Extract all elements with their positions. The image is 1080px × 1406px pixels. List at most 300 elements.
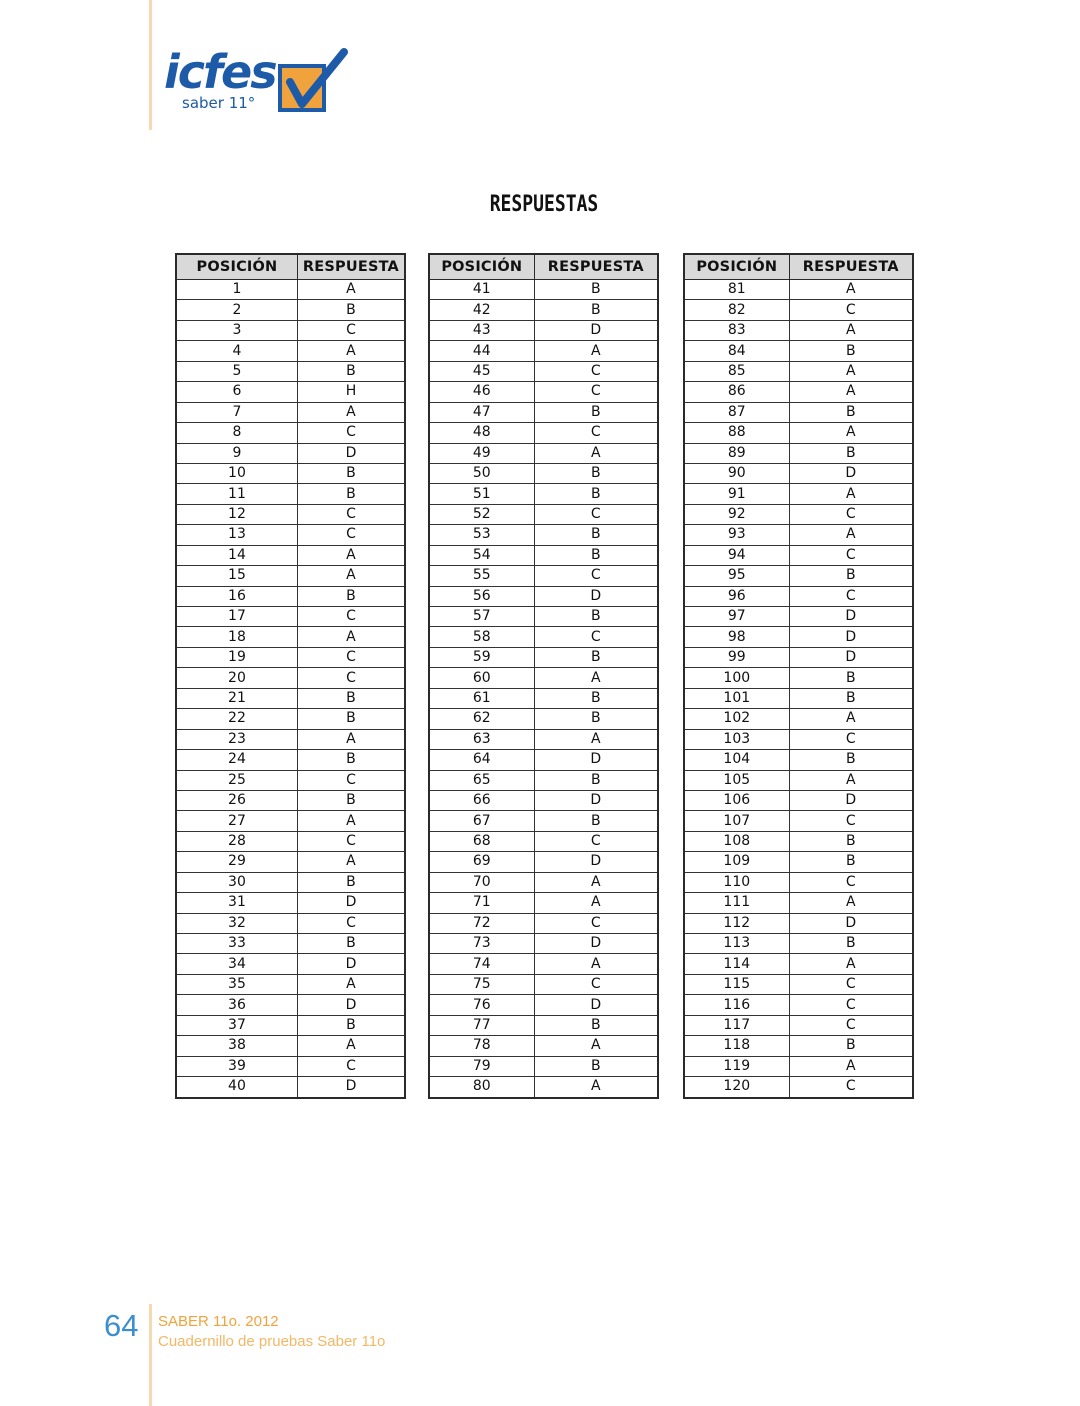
position-cell: 33 bbox=[176, 934, 297, 954]
answer-cell: A bbox=[297, 729, 405, 749]
table-row bbox=[684, 484, 913, 504]
table-row bbox=[176, 1077, 405, 1098]
position-cell: 104 bbox=[684, 750, 789, 770]
table-row bbox=[684, 709, 913, 729]
answer-cell: D bbox=[789, 463, 913, 483]
table-row bbox=[684, 504, 913, 524]
table-row bbox=[684, 974, 913, 994]
position-cell: 64 bbox=[429, 750, 534, 770]
answer-cell: D bbox=[789, 790, 913, 810]
position-cell: 41 bbox=[429, 280, 534, 300]
answer-cell: C bbox=[534, 566, 658, 586]
position-cell: 85 bbox=[684, 361, 789, 381]
table-row bbox=[176, 320, 405, 340]
table-row bbox=[684, 1056, 913, 1076]
logo-wordmark: icfes bbox=[164, 45, 276, 99]
position-cell: 43 bbox=[429, 320, 534, 340]
table-row bbox=[684, 443, 913, 463]
position-cell: 34 bbox=[176, 954, 297, 974]
position-cell: 6 bbox=[176, 382, 297, 402]
answer-cell: A bbox=[789, 954, 913, 974]
position-cell: 76 bbox=[429, 995, 534, 1015]
table-row bbox=[684, 668, 913, 688]
position-cell: 103 bbox=[684, 729, 789, 749]
answer-cell: B bbox=[789, 934, 913, 954]
position-cell: 75 bbox=[429, 974, 534, 994]
position-cell: 42 bbox=[429, 300, 534, 320]
position-cell: 40 bbox=[176, 1077, 297, 1098]
position-cell: 52 bbox=[429, 504, 534, 524]
position-cell: 54 bbox=[429, 545, 534, 565]
table-row bbox=[176, 545, 405, 565]
answer-cell: C bbox=[297, 831, 405, 851]
answer-cell: B bbox=[297, 1015, 405, 1035]
table-row bbox=[176, 300, 405, 320]
position-cell: 20 bbox=[176, 668, 297, 688]
answer-cell: A bbox=[789, 709, 913, 729]
answer-cell: D bbox=[534, 995, 658, 1015]
table-row bbox=[176, 586, 405, 606]
table-row bbox=[176, 995, 405, 1015]
position-cell: 73 bbox=[429, 934, 534, 954]
checkmark-icon bbox=[278, 48, 348, 114]
answer-cell: D bbox=[534, 586, 658, 606]
position-cell: 105 bbox=[684, 770, 789, 790]
position-cell: 39 bbox=[176, 1056, 297, 1076]
position-cell: 1 bbox=[176, 280, 297, 300]
answer-cell: A bbox=[297, 852, 405, 872]
position-cell: 61 bbox=[429, 688, 534, 708]
answer-cell: B bbox=[534, 647, 658, 667]
table-row bbox=[176, 361, 405, 381]
position-cell: 46 bbox=[429, 382, 534, 402]
answer-cell: B bbox=[789, 443, 913, 463]
table-row bbox=[684, 770, 913, 790]
answer-cell: A bbox=[297, 811, 405, 831]
position-cell: 113 bbox=[684, 934, 789, 954]
table-row bbox=[684, 954, 913, 974]
table-row bbox=[684, 852, 913, 872]
table-row bbox=[176, 1056, 405, 1076]
table-row bbox=[176, 341, 405, 361]
position-cell: 100 bbox=[684, 668, 789, 688]
table-row bbox=[429, 545, 658, 565]
answer-cell: C bbox=[789, 995, 913, 1015]
table-row bbox=[176, 934, 405, 954]
table-row bbox=[684, 893, 913, 913]
table-row bbox=[684, 995, 913, 1015]
answer-cell: D bbox=[534, 934, 658, 954]
position-cell: 82 bbox=[684, 300, 789, 320]
position-cell: 91 bbox=[684, 484, 789, 504]
table-row bbox=[429, 811, 658, 831]
position-cell: 11 bbox=[176, 484, 297, 504]
answer-cell: A bbox=[789, 382, 913, 402]
table-row bbox=[684, 402, 913, 422]
table-row bbox=[429, 1056, 658, 1076]
position-cell: 56 bbox=[429, 586, 534, 606]
table-row bbox=[684, 1077, 913, 1098]
position-cell: 17 bbox=[176, 607, 297, 627]
header-answer: RESPUESTA bbox=[534, 254, 658, 280]
table-row bbox=[176, 811, 405, 831]
answer-cell: D bbox=[297, 443, 405, 463]
table-row bbox=[176, 790, 405, 810]
position-cell: 98 bbox=[684, 627, 789, 647]
answer-cell: A bbox=[297, 402, 405, 422]
answer-cell: C bbox=[534, 627, 658, 647]
answer-cell: C bbox=[789, 729, 913, 749]
position-cell: 62 bbox=[429, 709, 534, 729]
position-cell: 92 bbox=[684, 504, 789, 524]
position-cell: 68 bbox=[429, 831, 534, 851]
answer-cell: B bbox=[789, 750, 913, 770]
table-row bbox=[429, 525, 658, 545]
position-cell: 12 bbox=[176, 504, 297, 524]
table-row bbox=[176, 750, 405, 770]
answer-cell: C bbox=[297, 504, 405, 524]
table-row bbox=[176, 443, 405, 463]
table-row bbox=[176, 831, 405, 851]
position-cell: 87 bbox=[684, 402, 789, 422]
table-row bbox=[429, 647, 658, 667]
position-cell: 38 bbox=[176, 1036, 297, 1056]
table-row bbox=[684, 382, 913, 402]
answer-cell: B bbox=[534, 1056, 658, 1076]
answer-cell: A bbox=[297, 545, 405, 565]
position-cell: 101 bbox=[684, 688, 789, 708]
answers-table-1 bbox=[175, 253, 406, 1099]
table-row bbox=[429, 974, 658, 994]
position-cell: 16 bbox=[176, 586, 297, 606]
position-cell: 119 bbox=[684, 1056, 789, 1076]
table-row bbox=[429, 586, 658, 606]
answer-cell: D bbox=[297, 954, 405, 974]
table-row bbox=[176, 852, 405, 872]
table-row bbox=[429, 709, 658, 729]
position-cell: 106 bbox=[684, 790, 789, 810]
answer-cell: A bbox=[789, 280, 913, 300]
table-row bbox=[429, 300, 658, 320]
table-row bbox=[429, 280, 658, 300]
table-row bbox=[684, 423, 913, 443]
position-cell: 112 bbox=[684, 913, 789, 933]
position-cell: 88 bbox=[684, 423, 789, 443]
table-row bbox=[684, 934, 913, 954]
position-cell: 58 bbox=[429, 627, 534, 647]
answer-cell: A bbox=[789, 893, 913, 913]
position-cell: 109 bbox=[684, 852, 789, 872]
answer-cell: B bbox=[297, 934, 405, 954]
table-row bbox=[429, 995, 658, 1015]
answer-cell: A bbox=[789, 525, 913, 545]
position-cell: 14 bbox=[176, 545, 297, 565]
position-cell: 2 bbox=[176, 300, 297, 320]
position-cell: 15 bbox=[176, 566, 297, 586]
table-row bbox=[684, 750, 913, 770]
answer-cell: D bbox=[789, 647, 913, 667]
table-row bbox=[429, 484, 658, 504]
table-row bbox=[684, 300, 913, 320]
answer-cell: B bbox=[297, 750, 405, 770]
table-row bbox=[684, 729, 913, 749]
position-cell: 111 bbox=[684, 893, 789, 913]
answer-cell: B bbox=[789, 668, 913, 688]
position-cell: 59 bbox=[429, 647, 534, 667]
position-cell: 81 bbox=[684, 280, 789, 300]
position-cell: 114 bbox=[684, 954, 789, 974]
table-row bbox=[684, 627, 913, 647]
position-cell: 49 bbox=[429, 443, 534, 463]
answer-cell: C bbox=[789, 300, 913, 320]
position-cell: 70 bbox=[429, 872, 534, 892]
table-row bbox=[176, 954, 405, 974]
answer-cell: D bbox=[789, 913, 913, 933]
table-row bbox=[684, 525, 913, 545]
table-row bbox=[176, 423, 405, 443]
answer-cell: A bbox=[534, 954, 658, 974]
answer-cell: C bbox=[534, 361, 658, 381]
answer-cell: B bbox=[534, 607, 658, 627]
position-cell: 89 bbox=[684, 443, 789, 463]
table-row bbox=[429, 750, 658, 770]
answer-cell: D bbox=[297, 995, 405, 1015]
table-row bbox=[176, 709, 405, 729]
answer-cell: A bbox=[534, 341, 658, 361]
answers-table-3 bbox=[683, 253, 914, 1099]
answer-cell: B bbox=[297, 361, 405, 381]
position-cell: 22 bbox=[176, 709, 297, 729]
position-cell: 30 bbox=[176, 872, 297, 892]
answer-cell: C bbox=[297, 1056, 405, 1076]
position-cell: 9 bbox=[176, 443, 297, 463]
answer-cell: B bbox=[534, 484, 658, 504]
answer-cell: C bbox=[534, 974, 658, 994]
answer-cell: B bbox=[534, 463, 658, 483]
answer-cell: A bbox=[534, 729, 658, 749]
position-cell: 51 bbox=[429, 484, 534, 504]
answer-cell: C bbox=[297, 647, 405, 667]
position-cell: 8 bbox=[176, 423, 297, 443]
table-row bbox=[684, 607, 913, 627]
position-cell: 72 bbox=[429, 913, 534, 933]
answer-cell: C bbox=[534, 504, 658, 524]
position-cell: 50 bbox=[429, 463, 534, 483]
position-cell: 67 bbox=[429, 811, 534, 831]
table-row bbox=[684, 586, 913, 606]
answer-cell: H bbox=[297, 382, 405, 402]
table-row bbox=[429, 688, 658, 708]
header-position: POSICIÓN bbox=[429, 254, 534, 280]
position-cell: 23 bbox=[176, 729, 297, 749]
position-cell: 21 bbox=[176, 688, 297, 708]
answer-cell: A bbox=[534, 1077, 658, 1098]
footer-subtitle: Cuadernillo de pruebas Saber 11o bbox=[158, 1333, 386, 1350]
table-row bbox=[684, 1015, 913, 1035]
table-row bbox=[176, 872, 405, 892]
answer-cell: D bbox=[534, 790, 658, 810]
table-row bbox=[429, 402, 658, 422]
position-cell: 7 bbox=[176, 402, 297, 422]
table-row bbox=[684, 1036, 913, 1056]
position-cell: 99 bbox=[684, 647, 789, 667]
table-row bbox=[176, 402, 405, 422]
position-cell: 108 bbox=[684, 831, 789, 851]
position-cell: 69 bbox=[429, 852, 534, 872]
answer-cell: D bbox=[297, 893, 405, 913]
table-row bbox=[684, 341, 913, 361]
answer-cell: C bbox=[789, 872, 913, 892]
table-row bbox=[429, 361, 658, 381]
position-cell: 53 bbox=[429, 525, 534, 545]
table-row bbox=[429, 423, 658, 443]
position-cell: 32 bbox=[176, 913, 297, 933]
answer-cell: C bbox=[789, 1077, 913, 1098]
margin-rule-top bbox=[149, 0, 152, 130]
table-row bbox=[429, 566, 658, 586]
position-cell: 47 bbox=[429, 402, 534, 422]
table-row bbox=[429, 852, 658, 872]
answer-cell: A bbox=[789, 423, 913, 443]
position-cell: 107 bbox=[684, 811, 789, 831]
table-row bbox=[684, 320, 913, 340]
answer-cell: B bbox=[534, 811, 658, 831]
position-cell: 55 bbox=[429, 566, 534, 586]
position-cell: 3 bbox=[176, 320, 297, 340]
table-row bbox=[429, 1036, 658, 1056]
answer-cell: B bbox=[297, 709, 405, 729]
position-cell: 117 bbox=[684, 1015, 789, 1035]
answer-cell: A bbox=[534, 872, 658, 892]
table-row bbox=[684, 872, 913, 892]
position-cell: 80 bbox=[429, 1077, 534, 1098]
position-cell: 29 bbox=[176, 852, 297, 872]
answer-cell: B bbox=[297, 872, 405, 892]
answer-cell: C bbox=[789, 811, 913, 831]
position-cell: 4 bbox=[176, 341, 297, 361]
table-row bbox=[429, 668, 658, 688]
table-row bbox=[176, 1036, 405, 1056]
answer-cell: A bbox=[534, 668, 658, 688]
answer-cell: D bbox=[789, 607, 913, 627]
answer-cell: A bbox=[297, 341, 405, 361]
table-row bbox=[176, 688, 405, 708]
table-row bbox=[684, 545, 913, 565]
answer-cell: A bbox=[297, 280, 405, 300]
table-row bbox=[429, 831, 658, 851]
answer-cell: D bbox=[789, 627, 913, 647]
table-row bbox=[429, 382, 658, 402]
position-cell: 78 bbox=[429, 1036, 534, 1056]
position-cell: 97 bbox=[684, 607, 789, 627]
position-cell: 31 bbox=[176, 893, 297, 913]
table-row bbox=[429, 770, 658, 790]
table-row bbox=[176, 913, 405, 933]
answer-cell: C bbox=[789, 504, 913, 524]
position-cell: 35 bbox=[176, 974, 297, 994]
answer-cell: C bbox=[297, 913, 405, 933]
answer-cell: D bbox=[297, 1077, 405, 1098]
table-row bbox=[176, 893, 405, 913]
table-row bbox=[429, 504, 658, 524]
table-row bbox=[684, 566, 913, 586]
answer-cell: B bbox=[789, 402, 913, 422]
page-number: 64 bbox=[104, 1308, 139, 1343]
position-cell: 84 bbox=[684, 341, 789, 361]
answer-cell: C bbox=[297, 320, 405, 340]
table-row bbox=[176, 627, 405, 647]
position-cell: 10 bbox=[176, 463, 297, 483]
answer-cell: B bbox=[789, 831, 913, 851]
answer-cell: A bbox=[789, 361, 913, 381]
position-cell: 60 bbox=[429, 668, 534, 688]
position-cell: 48 bbox=[429, 423, 534, 443]
position-cell: 66 bbox=[429, 790, 534, 810]
position-cell: 94 bbox=[684, 545, 789, 565]
position-cell: 74 bbox=[429, 954, 534, 974]
table-row bbox=[429, 954, 658, 974]
answer-cell: B bbox=[297, 688, 405, 708]
answer-cell: A bbox=[789, 1056, 913, 1076]
answer-cell: C bbox=[789, 974, 913, 994]
answer-cell: B bbox=[297, 463, 405, 483]
table-row bbox=[176, 607, 405, 627]
header-position: POSICIÓN bbox=[684, 254, 789, 280]
position-cell: 13 bbox=[176, 525, 297, 545]
position-cell: 93 bbox=[684, 525, 789, 545]
answer-cell: A bbox=[789, 484, 913, 504]
header-answer: RESPUESTA bbox=[789, 254, 913, 280]
position-cell: 65 bbox=[429, 770, 534, 790]
answer-cell: B bbox=[789, 566, 913, 586]
position-cell: 90 bbox=[684, 463, 789, 483]
answer-cell: B bbox=[534, 280, 658, 300]
position-cell: 102 bbox=[684, 709, 789, 729]
table-row bbox=[684, 463, 913, 483]
answer-cell: C bbox=[297, 770, 405, 790]
table-row bbox=[176, 566, 405, 586]
position-cell: 27 bbox=[176, 811, 297, 831]
answer-cell: A bbox=[297, 566, 405, 586]
answer-cell: C bbox=[534, 831, 658, 851]
position-cell: 36 bbox=[176, 995, 297, 1015]
page-title: RESPUESTAS bbox=[489, 192, 599, 217]
table-row bbox=[429, 893, 658, 913]
answers-table-2 bbox=[428, 253, 659, 1099]
table-row bbox=[176, 382, 405, 402]
answer-cell: A bbox=[297, 1036, 405, 1056]
answer-cell: C bbox=[534, 423, 658, 443]
table-row bbox=[429, 729, 658, 749]
table-row bbox=[684, 361, 913, 381]
position-cell: 24 bbox=[176, 750, 297, 770]
position-cell: 19 bbox=[176, 647, 297, 667]
position-cell: 116 bbox=[684, 995, 789, 1015]
table-row bbox=[429, 443, 658, 463]
answer-cell: C bbox=[789, 545, 913, 565]
position-cell: 95 bbox=[684, 566, 789, 586]
table-row bbox=[176, 504, 405, 524]
table-row bbox=[176, 668, 405, 688]
answer-cell: B bbox=[534, 770, 658, 790]
table-row bbox=[429, 463, 658, 483]
answer-cell: A bbox=[534, 1036, 658, 1056]
position-cell: 57 bbox=[429, 607, 534, 627]
answer-cell: A bbox=[297, 627, 405, 647]
table-row bbox=[176, 484, 405, 504]
table-row bbox=[684, 790, 913, 810]
position-cell: 26 bbox=[176, 790, 297, 810]
